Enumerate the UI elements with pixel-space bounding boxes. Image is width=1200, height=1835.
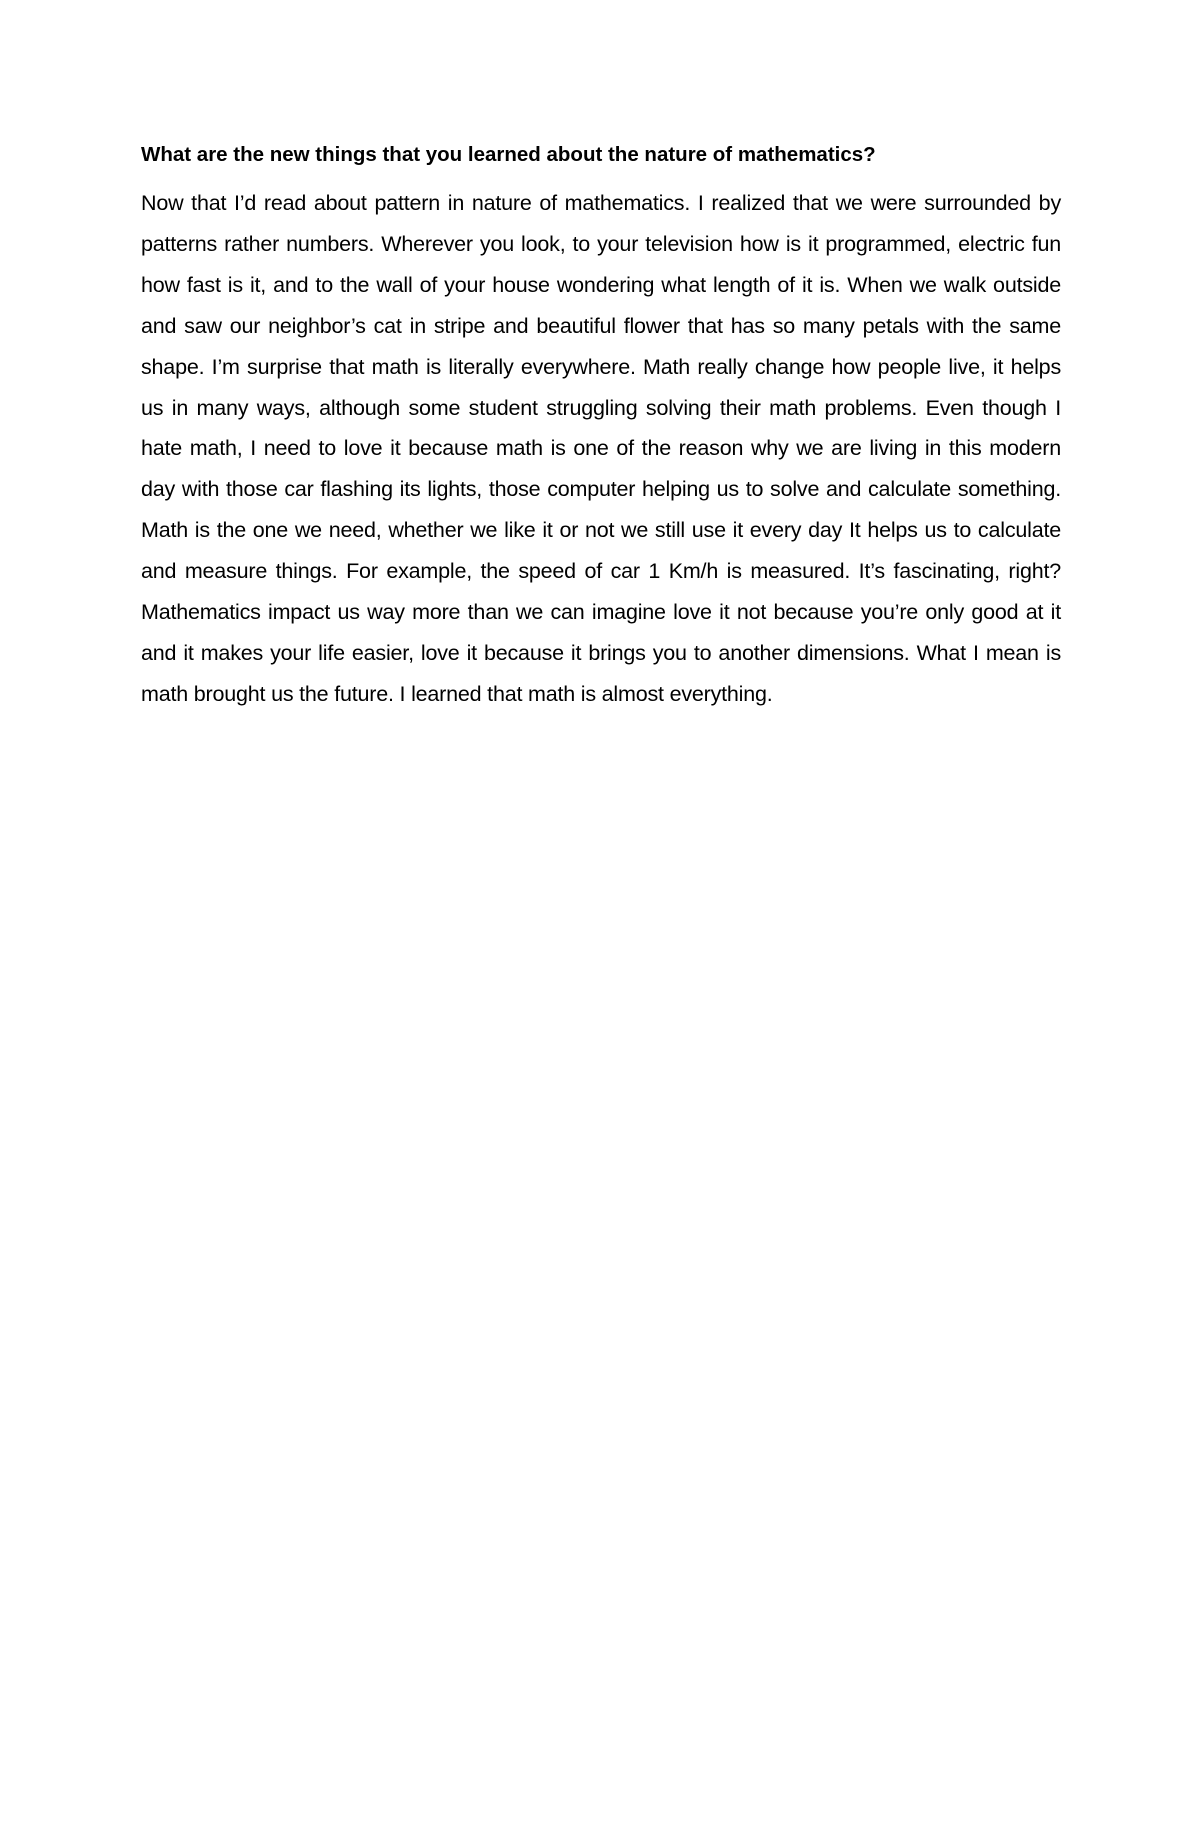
answer-paragraph: Now that I’d read about pattern in nature of mathematics. I realized that we were surrounded by patterns rather numbers. Wherever you look, to your television how is it programmed, electric fun how fast is it, and to the wall of your house wondering what length of it is. When we walk outside and saw our neighbor’s cat in stripe and beautiful flower that has so many petals with the same shape. I’m surprise that math is literally everywhere. Math really change how people live, it helps us in many ways, although some student struggling solving their math problems. Even though I hate math, I need to love it because math is one of the reason why we are living in this modern day with those car flashing its lights, those computer helping us to solve and calculate something. Math is the one we need, whether we like it or not we still use it every day It helps us to calculate and measure things. For example, the speed of car 1 Km/h is measured. It’s fascinating, right? Mathematics impact us way more than we can imagine love it not because you’re only good at it and it makes your life easier, love it because it brings you to another dimensions. What I mean is math brought us the future. I learned that math is almost everything.: [141, 191, 1061, 706]
document-body: [141, 141, 1061, 715]
question-heading: What are the new things that you learned about the nature of mathematics?: [141, 143, 876, 166]
